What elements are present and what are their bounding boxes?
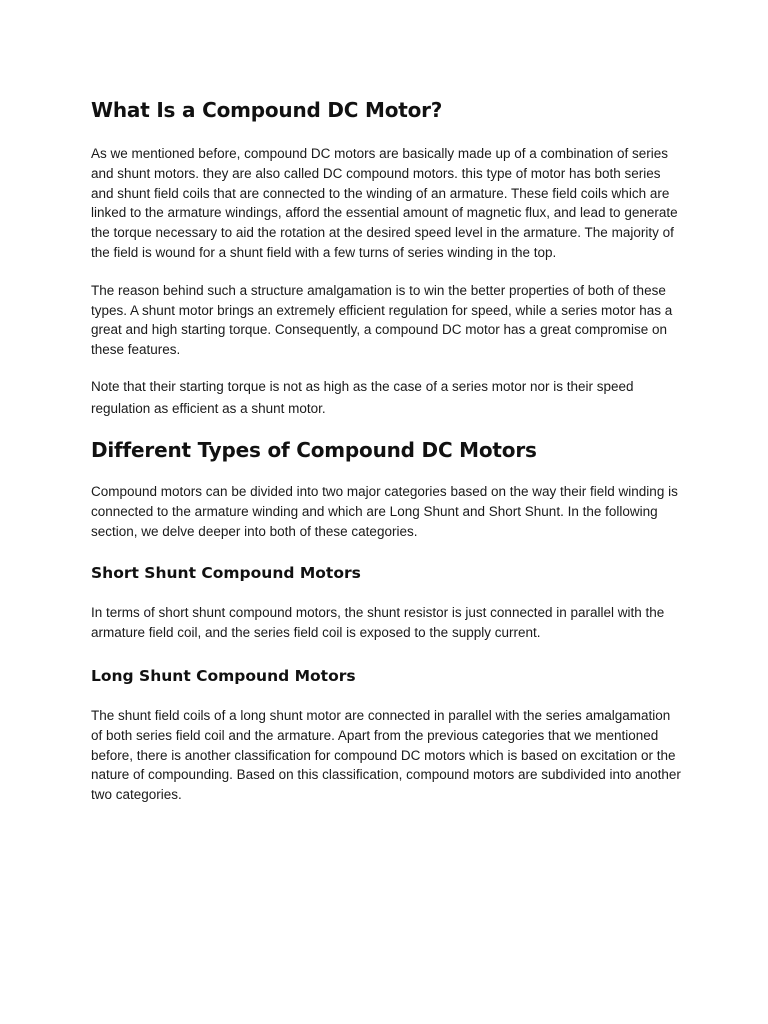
paragraph-categories: Compound motors can be divided into two major categories based on the way their field winding is connected to the armature winding and which are Long Shunt and Short Shunt. In the following section, we delve deeper into both of these categories. [91,483,678,539]
document-body [91,95,681,805]
paragraph-structure-reason: The reason behind such a structure amalgamation is to win the better properties of both of these types. A shunt motor brings an extremely efficient regulation for speed, while a series motor has a great and high starting torque. Consequently, a compound DC motor has a great compromise on these features. [91,282,673,358]
subsection-title-short-shunt: Short Shunt Compound Motors [91,564,361,583]
paragraph-note: Note that their starting torque is not as high as the case of a series motor nor is their speed regulation as efficient as a shunt motor. [91,378,634,416]
paragraph-long-shunt: The shunt field coils of a long shunt motor are connected in parallel with the series amalgamation of both series field coil and the armature. Apart from the previous categories that we mentioned before, there is another classification for compound DC motors which is based on excitation or the nature of compounding. Based on this classification, compound motors are subdivided into another two categories. [91,707,681,803]
section-title-compound-dc-motor: What Is a Compound DC Motor? [91,98,443,122]
paragraph-intro: As we mentioned before, compound DC motors are basically made up of a combination of series and shunt motors. they are also called DC compound motors. this type of motor has both series and shunt field coils that are connected to the winding of an armature. These field coils which are linked to the armature windings, afford the essential amount of magnetic flux, and lead to generate the torque necessary to aid the rotation at the desired speed level in the armature. The majority of the field is wound for a shunt field with a few turns of series winding in the top. [91,146,678,260]
section-title-types: Different Types of Compound DC Motors [91,437,537,462]
subsection-title-long-shunt: Long Shunt Compound Motors [91,666,356,685]
paragraph-short-shunt: In terms of short shunt compound motors, the shunt resistor is just connected in parallel with the armature field coil, and the series field coil is exposed to the supply current. [91,605,665,641]
